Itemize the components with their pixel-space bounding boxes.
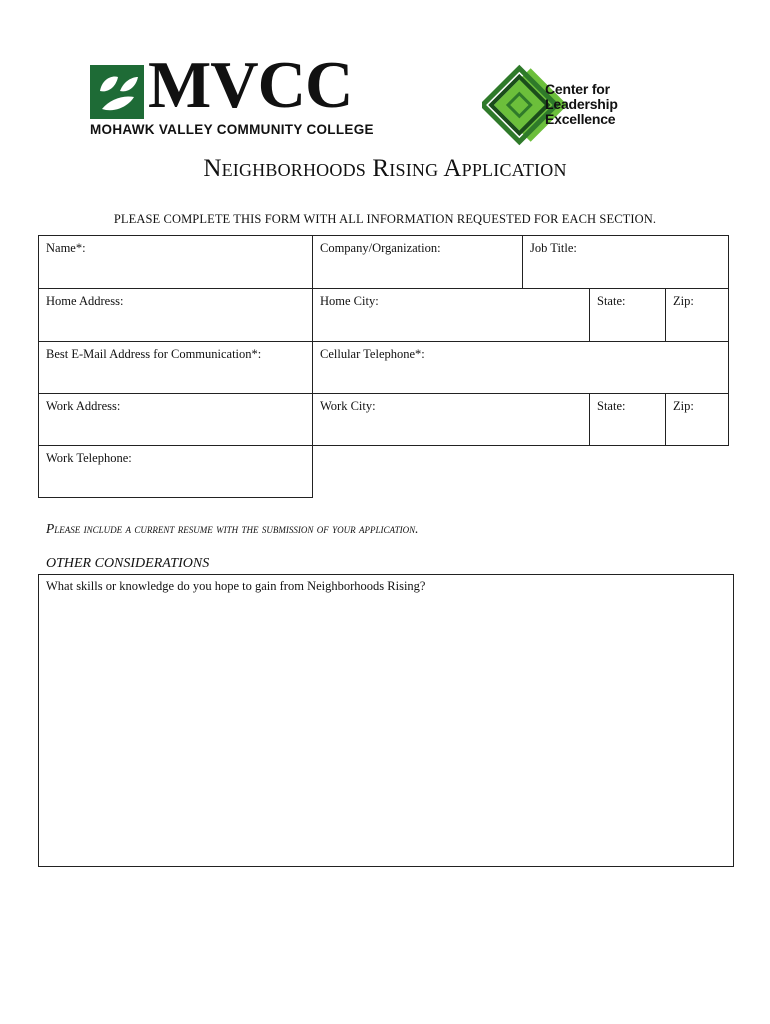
job-title-label: Job Title: — [530, 241, 577, 255]
home-state-field[interactable] — [589, 288, 666, 342]
work-phone-field[interactable] — [38, 445, 313, 498]
form-title: Neighborhoods Rising Application — [203, 155, 567, 182]
skills-question: What skills or knowledge do you hope to gain from Neighborhoods Rising? — [46, 579, 426, 593]
work-city-label: Work City: — [320, 399, 376, 413]
work-address-label: Work Address: — [46, 399, 121, 413]
mvcc-wordmark: MVCC — [148, 48, 353, 122]
cle-line-3: Excellence — [545, 111, 616, 127]
cle-logo — [482, 62, 632, 148]
name-field[interactable] — [38, 235, 313, 289]
work-zip-label: Zip: — [673, 399, 694, 413]
work-state-field[interactable] — [589, 393, 666, 446]
home-address-label: Home Address: — [46, 294, 124, 308]
instructions: PLEASE COMPLETE THIS FORM WITH ALL INFORMATION REQUESTED FOR EACH SECTION. — [113, 212, 657, 226]
work-phone-label: Work Telephone: — [46, 451, 132, 465]
home-address-field[interactable] — [38, 288, 313, 342]
skills-answer-box[interactable] — [38, 574, 734, 867]
cle-line-1: Center for — [545, 81, 610, 97]
other-considerations-heading: OTHER CONSIDERATIONS — [46, 556, 210, 571]
email-label: Best E-Mail Address for Communication*: — [46, 347, 262, 361]
work-zip-field[interactable] — [665, 393, 729, 446]
work-state-label: State: — [597, 399, 626, 413]
home-state-label: State: — [597, 294, 626, 308]
job-title-field[interactable] — [522, 235, 729, 289]
email-field[interactable] — [38, 341, 313, 394]
cell-phone-field[interactable] — [312, 341, 729, 394]
home-city-label: Home City: — [320, 294, 379, 308]
company-label: Company/Organization: — [320, 241, 441, 255]
resume-note: Please include a current resume with the submission of your application. — [46, 521, 419, 536]
home-city-field[interactable] — [312, 288, 590, 342]
home-zip-field[interactable] — [665, 288, 729, 342]
work-address-field[interactable] — [38, 393, 313, 446]
company-field[interactable] — [312, 235, 523, 289]
cell-phone-label: Cellular Telephone*: — [320, 347, 425, 361]
mvcc-logo — [90, 48, 380, 142]
home-zip-label: Zip: — [673, 294, 694, 308]
mvcc-subtitle: MOHAWK VALLEY COMMUNITY COLLEGE — [90, 122, 374, 137]
name-label: Name*: — [46, 241, 86, 255]
work-city-field[interactable] — [312, 393, 590, 446]
cle-line-2: Leadership — [545, 96, 618, 112]
leaf-logo-icon — [90, 65, 144, 119]
